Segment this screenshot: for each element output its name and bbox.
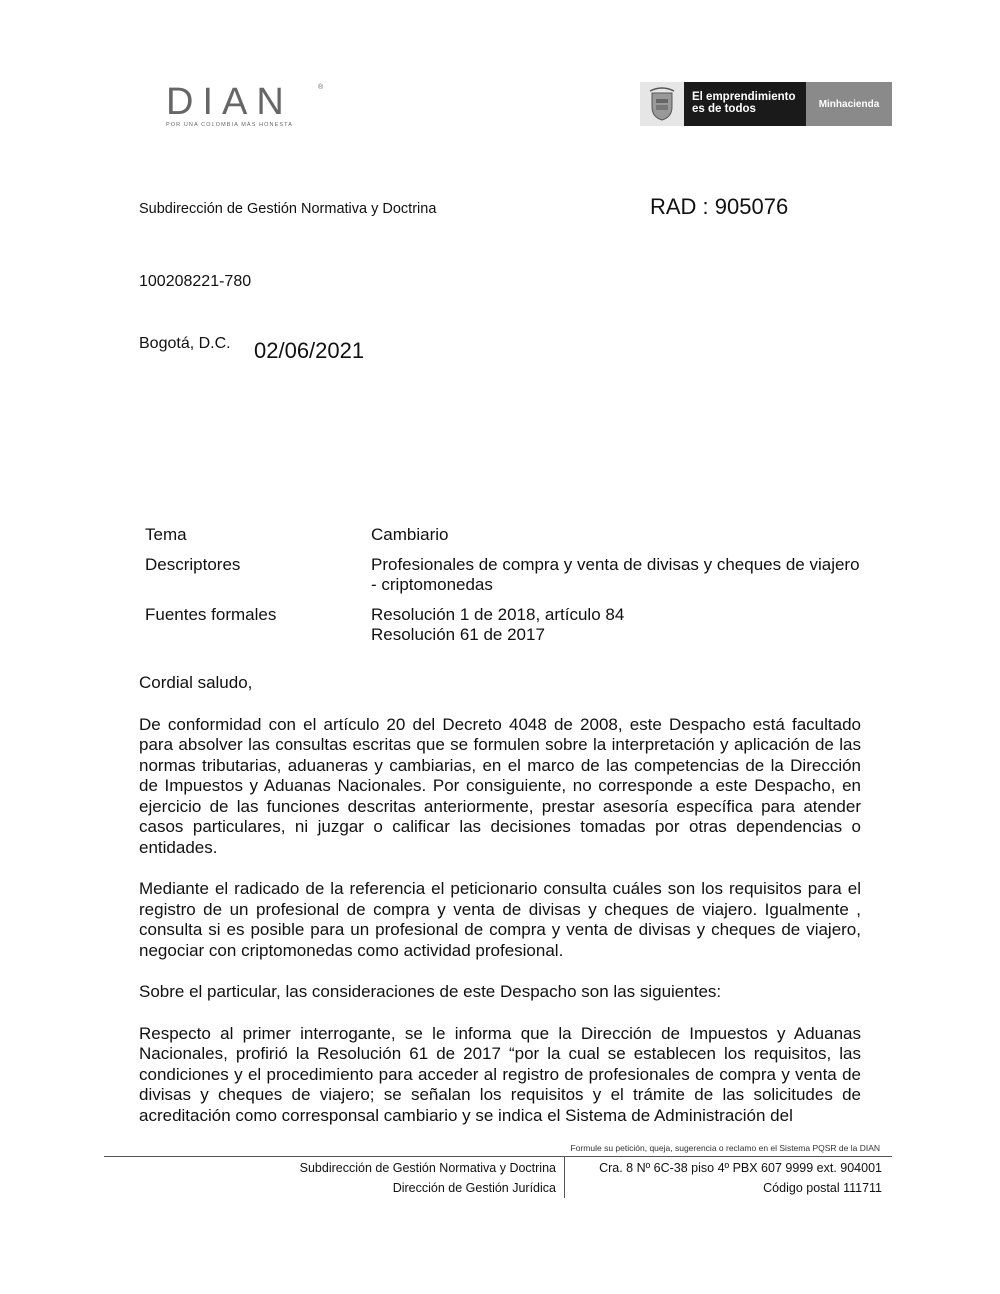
- meta-key: Tema: [145, 525, 187, 544]
- city-label: Bogotá, D.C.: [139, 335, 231, 352]
- dian-tagline: POR UNA COLOMBIA MÁS HONESTA: [166, 122, 293, 128]
- meta-value-line: Resolución 61 de 2017: [371, 625, 545, 644]
- paragraph-4: Respecto al primer interrogante, se le informa que la Dirección de Impuestos y Aduanas Nacionales, profirió la Resolución 61 de 2017 “por la cual se establecen los requisitos, las condiciones y el procedimiento para acceder al registro de profesionales de compra y venta de divisas y cheques de viajero; se señalan los requisitos y el trámite de las solicitudes de acreditación como corresponsal cambiario y se indica el Sistema de Administración del: [139, 1023, 861, 1125]
- radicado-number: RAD : 905076: [650, 194, 789, 219]
- coat-of-arms-icon: [640, 82, 684, 126]
- footer-vertical-divider: [564, 1157, 565, 1198]
- reference-number: 100208221-780: [139, 273, 252, 290]
- paragraph-3: Sobre el particular, las consideraciones de este Despacho son las siguientes:: [139, 982, 722, 1001]
- gov-slogan: [684, 82, 806, 126]
- meta-value: [371, 555, 865, 596]
- registered-mark: ®: [318, 84, 324, 91]
- dian-logo-text: DIAN: [166, 81, 293, 123]
- meta-row-tema: [145, 525, 865, 546]
- meta-row-fuentes: [145, 605, 865, 646]
- meta-value-line: Profesionales de compra y venta de divisas y cheques de viajero - criptomonedas: [371, 554, 860, 594]
- footer-address-line1: Cra. 8 Nº 6C-38 piso 4º PBX 607 9999 ext. 904001: [599, 1161, 882, 1175]
- dian-logo: [166, 81, 326, 128]
- paragraph-2: Mediante el radicado de la referencia el peticionario consulta cuáles son los requisitos para el registro de un profesional de compra y venta de divisas y cheques de viajero. Igualmente , consulta si es posible para un profesional de compra y venta de divisas y cheques de viajero, negociar con criptomonedas como actividad profesional.: [139, 879, 861, 960]
- meta-value-line: Cambiario: [371, 525, 449, 544]
- paragraph-1: De conformidad con el artículo 20 del Decreto 4048 de 2008, este Despacho está facultado para absolver las consultas escritas que se formulen sobre la interpretación y aplicación de las normas tributarias, aduaneras y cambiarias, en el marco de las competencias de la Dirección de Impuestos y Aduanas Nacionales. Por consiguiente, no corresponde a este Despacho, en ejercicio de las funciones descritas anteriormente, prestar asesoría específica para atender casos particulares, ni juzgar o calificar las decisiones tomadas por otras dependencias o entidades.: [139, 714, 861, 857]
- meta-row-descriptores: [145, 555, 865, 596]
- meta-value-line: Resolución 1 de 2018, artículo 84: [371, 604, 625, 624]
- gov-slogan-line2: es de todos: [692, 103, 756, 115]
- footer-office-line1: Subdirección de Gestión Normativa y Doctrina: [299, 1161, 556, 1175]
- subject-metadata: [145, 525, 865, 655]
- ministry-label: Minhacienda: [806, 82, 892, 126]
- greeting: Cordial saludo,: [139, 673, 253, 692]
- meta-key: Descriptores: [145, 554, 241, 574]
- meta-key: Fuentes formales: [145, 604, 277, 624]
- gov-slogan-line1: El emprendimiento: [692, 91, 796, 103]
- footer-office-line2: Dirección de Gestión Jurídica: [392, 1181, 556, 1195]
- footer-office: [200, 1158, 556, 1198]
- footer-divider-line: [104, 1156, 892, 1157]
- government-banner: [640, 82, 892, 126]
- meta-value: [371, 525, 865, 546]
- footer-address: [570, 1158, 882, 1198]
- document-date: 02/06/2021: [254, 338, 365, 363]
- subdireccion-heading: Subdirección de Gestión Normativa y Doctrina: [139, 201, 437, 217]
- footer-pqsr-note: Formule su petición, queja, sugerencia o reclamo en el Sistema PQSR de la DIAN: [570, 1143, 880, 1153]
- letter-body: [139, 673, 861, 1147]
- footer-address-line2: Código postal 111711: [763, 1181, 882, 1195]
- meta-value: [371, 605, 865, 646]
